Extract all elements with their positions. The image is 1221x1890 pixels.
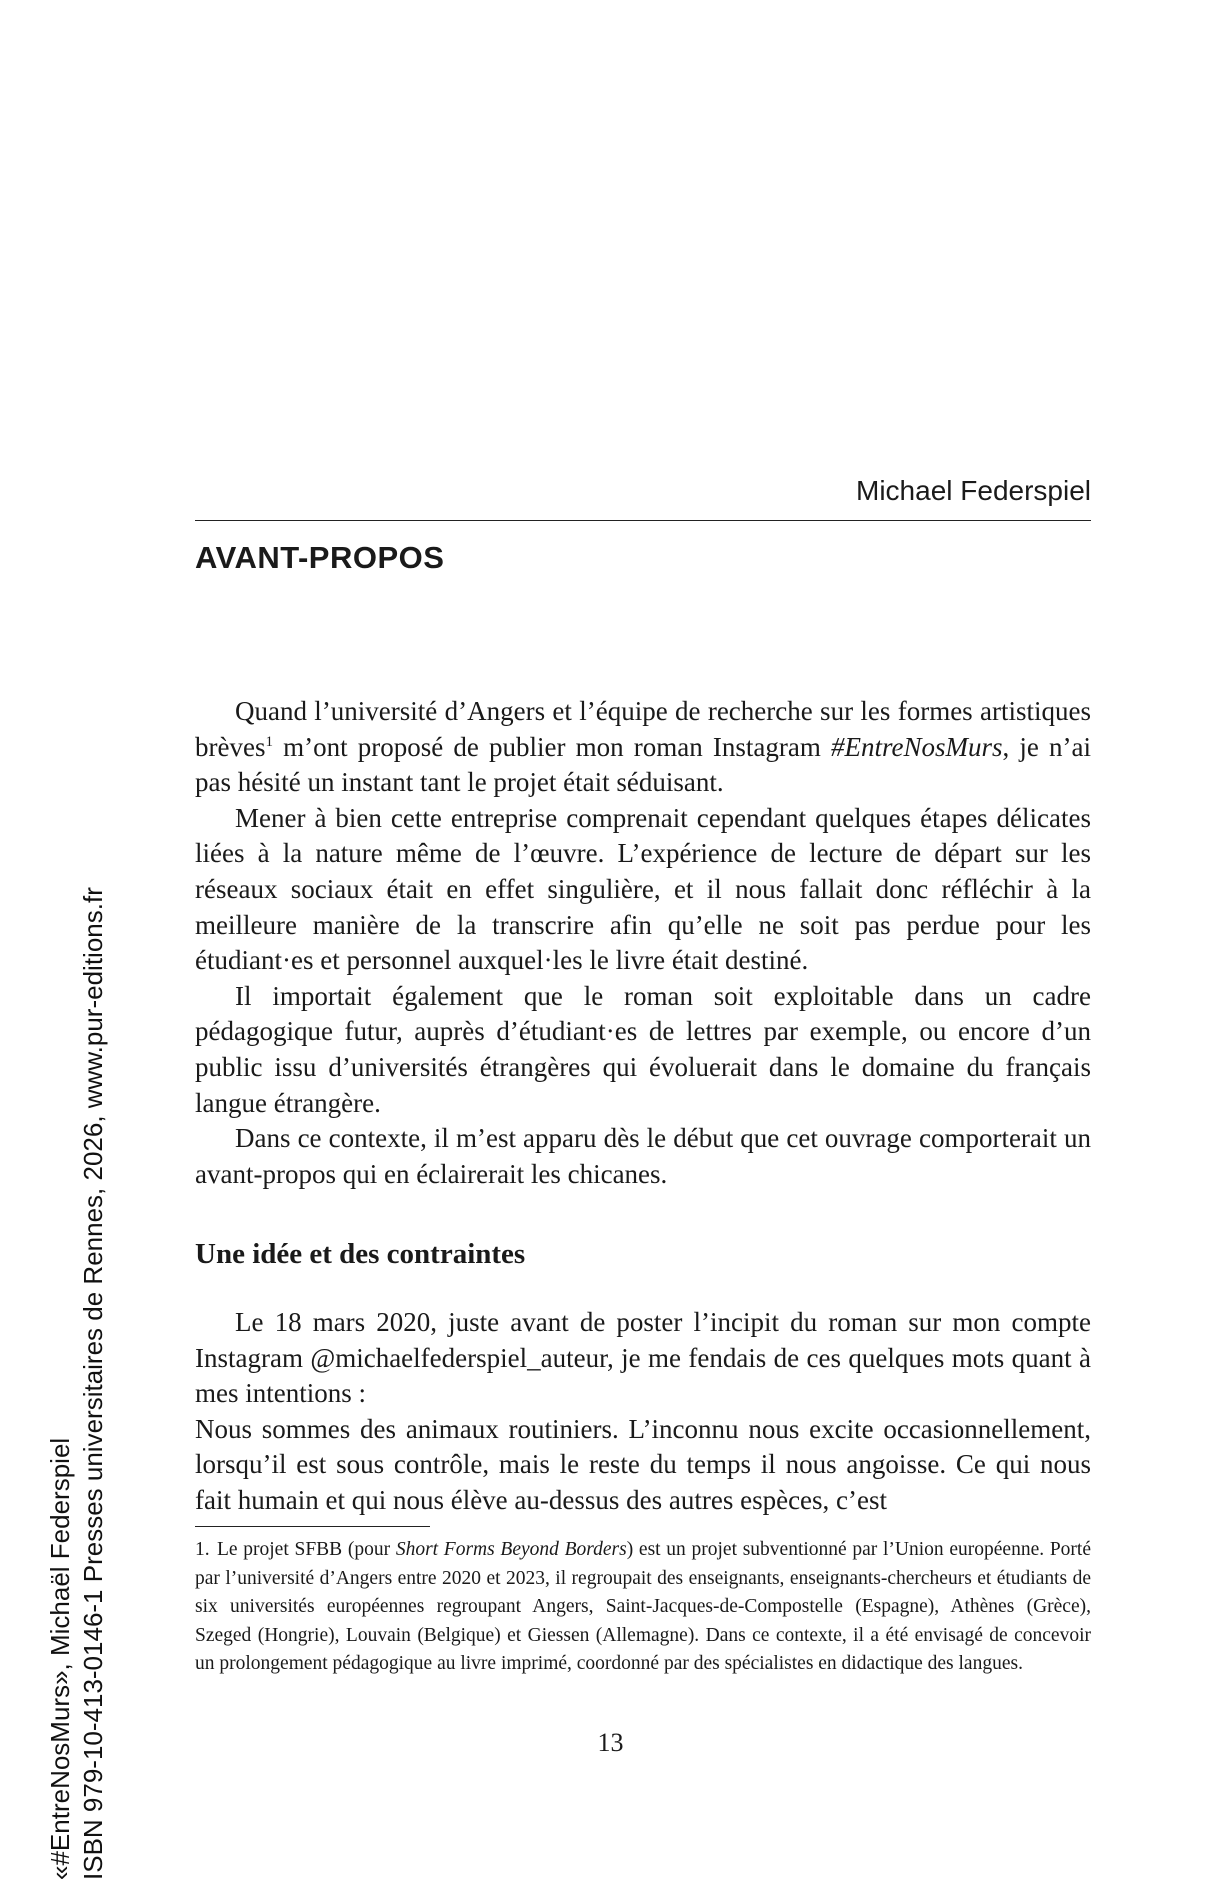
paragraph-2: Mener à bien cette entreprise comprenait cependant quelques étapes délicates liées à la nature même de l’œuvre. L’expérience de lecture de départ sur les réseaux sociaux était en effet singulière, et il nous fallait donc réfléchir à la meilleure manière de la transcrire afin qu’elle ne soit pas perdue pour les étudiant·es et personnel auxquel·les le livre était destiné. (195, 802, 1091, 976)
paragraph-1 (195, 694, 1091, 801)
footnote-text-end: ) est un projet subventionné par l’Union européenne. Porté par l’université d’Angers entre 2020 et 2023, il regroupait des enseignants, enseignants-chercheurs et étudiants de six universités européennes regroupant Angers, Saint-Jacques-de-Compostelle (Espagne), Athènes (Grèce), Szeged (Hongrie), Louvain (Belgique) et Giessen (Allemagne). Dans ce contexte, il a été envisagé de concevoir un prolongement pédagogique au livre imprimé, coordonné par des spécialistes en didactique des langues. (195, 1539, 1091, 1675)
chapter-title: AVANT-PROPOS (195, 540, 445, 575)
running-header-author: Michael Federspiel (856, 475, 1091, 506)
paragraph-1-text-middle: m’ont proposé de publier mon roman Instagram (272, 731, 831, 762)
footnote (195, 1536, 1091, 1679)
paragraph-1-italic-title: #EntreNosMurs (830, 731, 1003, 762)
footnote-italic: Short Forms Beyond Borders (395, 1539, 627, 1560)
paragraph-1-text-start: Quand l’université d’Angers et l’équipe de recherche sur les formes artistiques brèves (195, 696, 1091, 762)
footnote-text-start: Le projet SFBB (pour (217, 1539, 396, 1560)
copyright-sidebar-text (44, 860, 144, 1880)
section-title: Une idée et des contraintes (195, 1238, 526, 1270)
footnote-rule (195, 1526, 430, 1527)
section-paragraph: Le 18 mars 2020, juste avant de poster l’incipit du roman sur mon compte Instagram @michaelfederspiel_auteur, je me fendais de ces quelques mots quant à mes intentions : (195, 1307, 1091, 1409)
page-number: 13 (597, 1728, 624, 1757)
section-quote: Nous sommes des animaux routiniers. L’inconnu nous excite occasionnellement, lorsqu’il est sous contrôle, mais le reste du temps il nous angoisse. Ce qui nous fait humain et qui nous élève au-dessus des autres espèces, c’est (195, 1413, 1091, 1515)
sidebar-line-isbn: ISBN 979-10-413-0146-1 Presses universitaires de Rennes, 2026, www.pur-editions.fr (78, 887, 108, 1880)
paragraph-3: Il importait également que le roman soit exploitable dans un cadre pédagogique futur, auprès d’étudiant·es de lettres par exemple, ou encore d’un public issu d’universités étrangères qui évoluerait dans le domaine du français langue étrangère. (195, 980, 1091, 1118)
footnote-reference: 1 (265, 733, 273, 750)
body-text (195, 694, 1091, 1192)
header-rule (195, 520, 1091, 521)
footnote-number: 1. (195, 1539, 210, 1560)
paragraph-4: Dans ce contexte, il m’est apparu dès le début que cet ouvrage comporterait un avant-propos qui en éclairerait les chicanes. (195, 1123, 1091, 1189)
sidebar-line-title: «#EntreNosMurs», Michaël Federspiel (45, 1437, 75, 1880)
section-body (195, 1305, 1091, 1519)
paragraph-1-text-end: , je n’ai pas hésité un instant tant le projet était séduisant. (195, 731, 1091, 798)
